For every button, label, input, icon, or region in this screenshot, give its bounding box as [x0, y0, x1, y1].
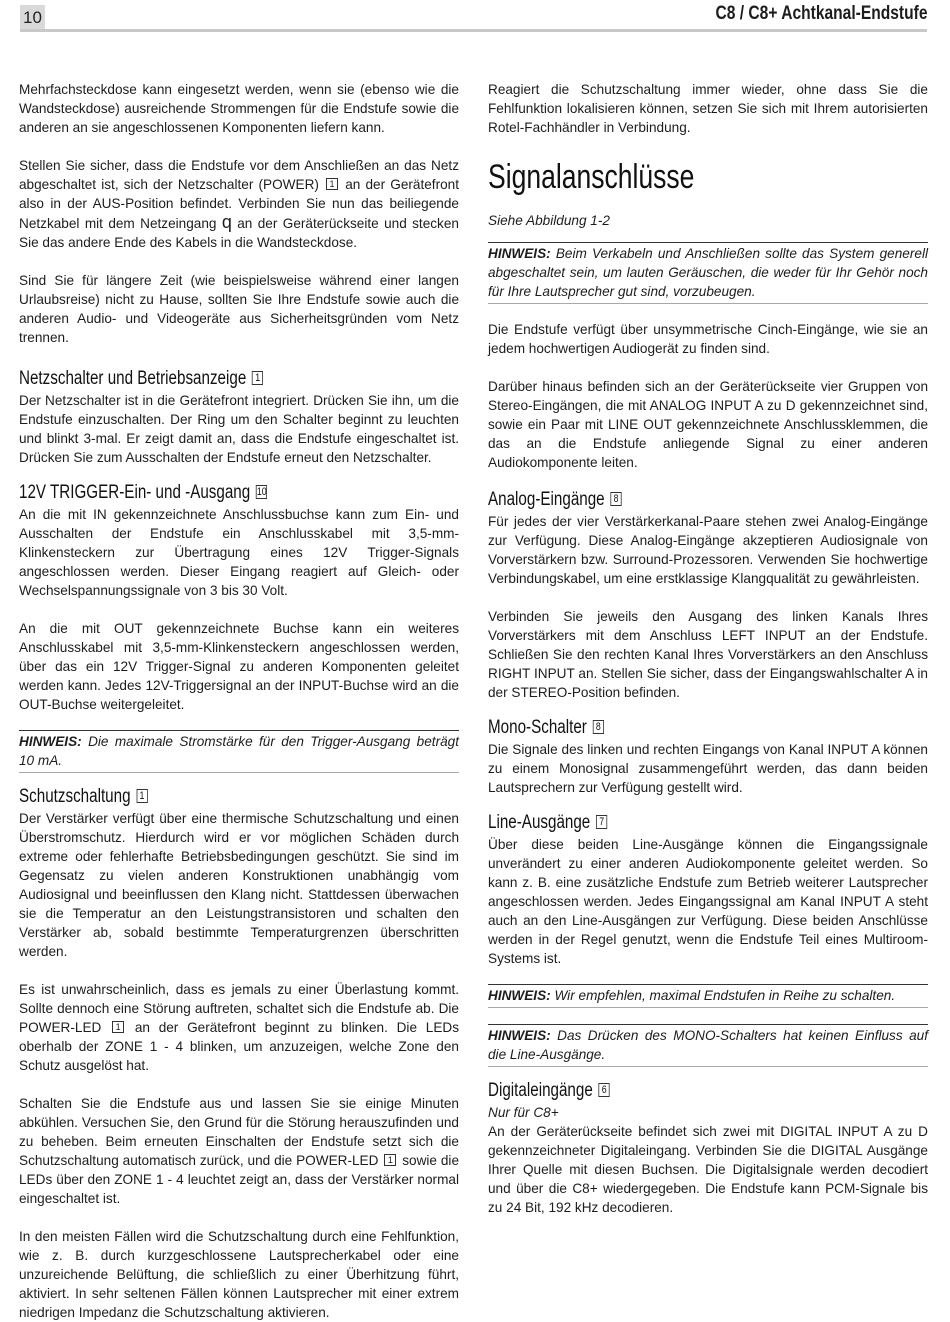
- paragraph: Die Signale des linken und rechten Eingangs von Kanal INPUT A können zu einem Monosignal zusammengeführt werden, das dann beiden Lautsprechern zur Verfügung gestellt wird.: [488, 742, 928, 795]
- page-number: 10: [20, 5, 45, 30]
- note-mono: HINWEIS: Das Drücken des MONO-Schalters hat keinen Einfluss auf die Line-Ausgänge.: [488, 1024, 928, 1067]
- section-heading-line: Line-Ausgänge 7: [488, 811, 840, 835]
- note-trigger: HINWEIS: Die maximale Stromstärke für den Trigger-Ausgang beträgt 10 mA.: [19, 730, 459, 773]
- paragraph: Schalten Sie die Endstufe aus und lassen Sie sie einige Minuten abkühlen. Versuchen Sie, den Grund für die Störung herauszufinden und zu beheben. Beim erneuten Einschalten der Endstufe setzt sich die Schutzschaltung automatisch zurück, und die POWER-LED 1 sowie die LEDs über den ZONE 1 - 4 leuchtet zeigt an, dass der Verstärker normal eingeschaltet ist.: [19, 1096, 459, 1206]
- paragraph: In den meisten Fällen wird die Schutzschaltung durch eine Fehlfunktion, wie z. B. durch kurzgeschlossene Lautsprecherkabel oder eine unzureichende Belüftung, die schließlich zu einer Überhitzung führt, aktiviert. In sehr seltenen Fällen können Lautsprecher mit einer extrem niedrigen Impedanz die Schutzschaltung aktivieren.: [19, 1229, 459, 1320]
- paragraph: Die Endstufe verfügt über unsymmetrische Cinch-Eingänge, wie sie an jedem hochwertigen Audiogerät zu finden sind.: [488, 322, 928, 356]
- paragraph: An der Geräterückseite befindet sich zwei mit DIGITAL INPUT A zu D gekennzeichneter Digitaleingang. Verbinden Sie die DIGITAL Ausgänge Ihrer Quelle mit diesen Buchsen. Die Digitalsignale werden decodiert und über die C8+ wiedergegeben. Die Endstufe kann PCM-Signale bis zu 24 Bit, 192 kHz decodieren.: [488, 1124, 928, 1215]
- paragraph: Verbinden Sie jeweils den Ausgang des linken Kanals Ihres Vorverstärkers mit dem Anschluss LEFT INPUT an der Endstufe. Schließen Sie den rechten Kanal Ihres Vorverstärkers an den Anschluss RIGHT INPUT an. Stellen Sie sicher, dass der Eingangswahlschalter A in der STEREO-Position befinden.: [488, 609, 928, 700]
- ref-badge-digital: 6: [599, 1083, 610, 1097]
- paragraph: Stellen Sie sicher, dass die Endstufe vor dem Anschließen an das Netz abgeschaltet ist, sich der Netzschalter (POWER) 1 an der Gerätefront also in der AUS-Position befindet. Verbinden Sie nun das beiliegende Netzkabel mit dem Netzeingang q an der Geräterückseite und stecken Sie das andere Ende des Kabels in die Wandsteckdose.: [19, 158, 459, 250]
- paragraph: Darüber hinaus befinden sich an der Geräterückseite vier Gruppen von Stereo-Eingängen, die mit ANALOG INPUT A zu D gekennzeichnet sind, sowie ein Paar mit LINE OUT gekennzeichnete Anschlussklemmen, die das an die Endstufe anliegende Signal zu einer anderen Audiokomponente leiten.: [488, 379, 928, 470]
- section-heading-protection: Schutzschaltung 1: [19, 785, 371, 809]
- ref-badge-power: 1: [112, 1021, 124, 1033]
- paragraph: An die mit IN gekennzeichnete Anschlussbuchse kann zum Ein- und Ausschalten der Endstufe ein Anschlusskabel mit 3,5-mm-Klinkensteckern zur Übertragung eines 12V Trigger-Signals angeschlossen werden. Dieser Eingang reagiert auf Gleich- oder Wechselspannungssignale von 3 bis 30 Volt.: [19, 507, 459, 598]
- paragraph: An die mit OUT gekennzeichnete Buchse kann ein weiteres Anschlusskabel mit 3,5-mm-Klinkensteckern angeschlossen werden, über das ein 12V Trigger-Signal zu anderen Komponenten geleitet werden kann. Jedes 12V-Triggersignal an der INPUT-Buchse wird an die OUT-Buchse weitergeleitet.: [19, 621, 459, 712]
- section-heading-analog: Analog-Eingänge 8: [488, 488, 840, 512]
- ref-badge-analog: 8: [610, 492, 621, 506]
- header-rule: [20, 29, 927, 32]
- left-column: [19, 80, 459, 1322]
- note-wiring: HINWEIS: Beim Verkabeln und Anschließen sollte das System generell abgeschaltet sein, um lauten Geräuschen, die weder für Ihr Gehör noch für Ihre Lautsprecher gut sind, vorzubeugen.: [488, 242, 928, 304]
- ref-badge-power: 1: [136, 789, 147, 803]
- ref-badge-mono: 8: [593, 720, 604, 734]
- note-chain: HINWEIS: Wir empfehlen, maximal Endstufen in Reihe zu schalten.: [488, 984, 928, 1008]
- paragraph: Es ist unwahrscheinlich, dass es jemals zu einer Überlastung kommt. Sollte dennoch eine Störung auftreten, schaltet sich die Endstufe ab. Die POWER-LED 1 an der Gerätefront beginnt zu blinken. Die LEDs oberhalb der ZONE 1 - 4 blinken, um anzuzeigen, welche Zone den Schutz ausgelöst hat.: [19, 982, 459, 1073]
- paragraph: Der Netzschalter ist in die Gerätefront integriert. Drücken Sie ihn, um die Endstufe einzuschalten. Der Ring um den Schalter beginnt zu leuchten und blinkt 3-mal. Er zeigt damit an, dass die Endstufe eingeschaltet ist. Drücken Sie zum Ausschalten der Endstufe erneut den Netzschalter.: [19, 393, 459, 465]
- paragraph: Für jedes der vier Verstärkerkanal-Paare stehen zwei Analog-Eingänge zur Verfügung. Diese Analog-Eingänge akzeptieren Audiosignale von Vorverstärkern bzw. Surround-Prozessoren. Verwenden Sie hochwertige Verbindungskabel, um eine erstklassige Klangqualität zu gewährleisten.: [488, 514, 928, 586]
- section-heading-trigger: 12V TRIGGER-Ein- und -Ausgang 10: [19, 482, 267, 503]
- paragraph: Der Verstärker verfügt über eine thermische Schutzschaltung und einen Überstromschutz. Hierdurch wird er vor möglichen Schäden durch extreme oder fehlerhafte Betriebsbedingungen geschützt. Sie sind im Gegensatz zu vielen anderen Konstruktionen unabhängig vom Audiosignal und beeinflussen den Klang nicht. Stattdessen überwachen sie die Temperatur an den Leistungstransistoren und schalten den Verstärker ab, sobald bestimmte Temperaturgrenzen überschritten werden.: [19, 811, 459, 959]
- paragraph: Mehrfachsteckdose kann eingesetzt werden, wenn sie (ebenso wie die Wandsteckdose) ausreichende Strommengen für die Endstufe sowie die anderen an sie angeschlossenen Komponenten liefern kann.: [19, 82, 459, 135]
- section-title-signal: Signalanschlüsse: [488, 158, 695, 196]
- section-heading-digital: Digitaleingänge 6: [488, 1079, 840, 1103]
- ref-mains-symbol: q: [221, 212, 232, 232]
- model-note: Nur für C8+: [488, 1105, 559, 1120]
- section-heading-mono: Mono-Schalter 8: [488, 716, 840, 740]
- page-header: [20, 0, 927, 30]
- right-column: [488, 80, 928, 1217]
- paragraph: Über diese beiden Line-Ausgänge können die Eingangssignale unverändert zu einer anderen Audiokomponente geleitet werden. So kann z. B. eine zusätzliche Endstufe zum Betrieb weiterer Lautsprecher angeschlossen werden. Jedes Eingangssignal am Kanal INPUT A steht auch an den Line-Ausgängen zur Verfügung. Diese beiden Anschlüsse werden in der Regel genutzt, wenn die Endstufe Teil eines Multiroom-Systems ist.: [488, 837, 928, 966]
- ref-badge-power: 1: [326, 178, 338, 190]
- ref-badge-trigger: 10: [256, 486, 267, 498]
- paragraph: Reagiert die Schutzschaltung immer wieder, ohne dass Sie die Fehlfunktion lokalisieren können, setzen Sie sich mit Ihrem autorisierten Rotel-Fachhändler in Verbindung.: [488, 82, 928, 135]
- ref-badge-line: 7: [596, 815, 607, 829]
- document-title: C8 / C8+ Achtkanal-Endstufe: [715, 3, 927, 24]
- paragraph: Sind Sie für längere Zeit (wie beispielsweise während einer langen Urlaubsreise) nicht zu Hause, sollten Sie Ihre Endstufe sowie auch die anderen Audio- und Videogeräte aus Sicherheitsgründen vom Netz trennen.: [19, 273, 459, 345]
- ref-badge-power: 1: [252, 371, 263, 385]
- section-heading-power: Netzschalter und Betriebsanzeige 1: [19, 367, 371, 391]
- ref-badge-power: 1: [384, 1154, 396, 1166]
- figure-reference: Siehe Abbildung 1-2: [488, 213, 610, 228]
